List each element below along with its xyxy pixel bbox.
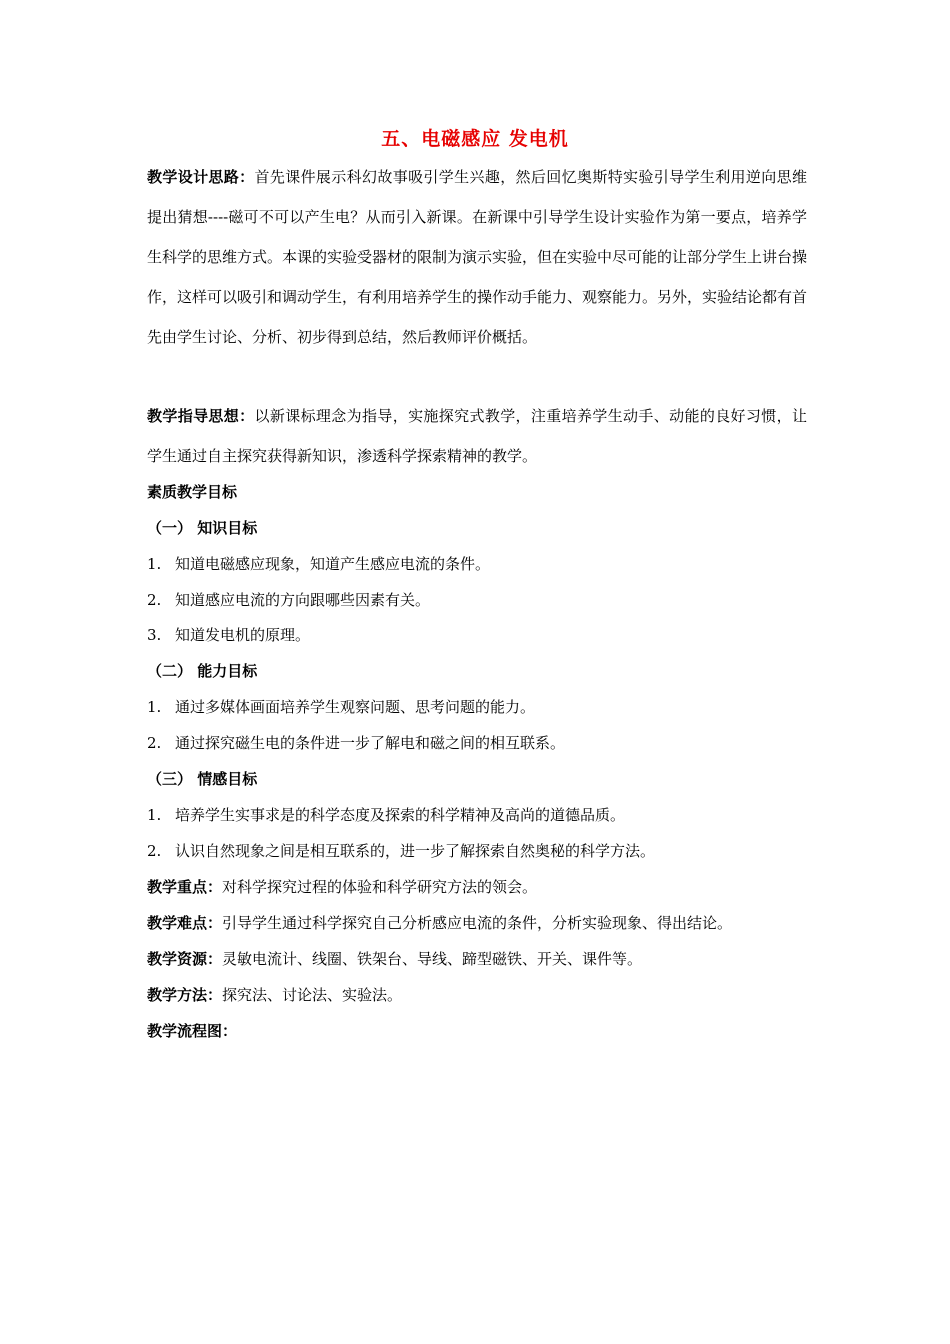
key-point-text: 对科学探究过程的体验和科学研究方法的领会。 xyxy=(222,878,538,896)
list-item-number: 3. xyxy=(147,626,162,644)
design-idea-paragraph xyxy=(147,157,807,357)
list-item xyxy=(147,840,817,862)
difficulty xyxy=(147,912,817,934)
flowchart-label: 教学流程图： xyxy=(147,1022,238,1040)
list-item-text: 通过探究磁生电的条件进一步了解电和磁之间的相互联系。 xyxy=(175,734,566,752)
list-item-text: 知道发电机的原理。 xyxy=(175,626,311,644)
list-item xyxy=(147,553,817,575)
methods-label: 教学方法： xyxy=(147,986,223,1004)
list-item-text: 知道感应电流的方向跟哪些因素有关。 xyxy=(175,591,431,609)
methods-text: 探究法、讨论法、实验法。 xyxy=(222,986,403,1004)
methods xyxy=(147,984,817,1006)
emotion-heading: （三） 情感目标 xyxy=(147,770,258,788)
difficulty-label: 教学难点： xyxy=(147,914,223,932)
list-item xyxy=(147,732,817,754)
knowledge-heading: （一） 知识目标 xyxy=(147,519,258,537)
key-point-label: 教学重点： xyxy=(147,878,223,896)
goals-heading: 素质教学目标 xyxy=(147,483,238,501)
list-item-number: 1. xyxy=(147,555,162,573)
list-item-number: 2. xyxy=(147,734,162,752)
list-item-number: 2. xyxy=(147,842,162,860)
list-item-text: 知道电磁感应现象，知道产生感应电流的条件。 xyxy=(175,555,491,573)
design-idea-text: 首先课件展示科幻故事吸引学生兴趣，然后回忆奥斯特实验引导学生利用逆向思维提出猜想----磁可不可以产生电？从而引入新课。在新课中引导学生设计实验作为第一要点，培养学生科学的思维方式。本课的实验受器材的限制为演示实验，但在实验中尽可能的让部分学生上讲台操作，这样可以吸引和调动学生，有利用培养学生的操作动手能力、观察能力。另外，实验结论都有首先由学生讨论、分析、初步得到总结，然后教师评价概括。 xyxy=(147,168,808,346)
list-item xyxy=(147,624,817,646)
guiding-thought-text: 以新课标理念为指导，实施探究式教学，注重培养学生动手、动能的良好习惯，让学生通过自主探究获得新知识，渗透科学探索精神的教学。 xyxy=(147,407,807,465)
design-idea-label: 教学设计思路： xyxy=(147,168,255,186)
list-item xyxy=(147,696,817,718)
list-item xyxy=(147,589,817,611)
key-point xyxy=(147,876,817,898)
list-item xyxy=(147,804,817,826)
list-item-text: 培养学生实事求是的科学态度及探索的科学精神及高尚的道德品质。 xyxy=(175,806,626,824)
list-item-number: 1. xyxy=(147,698,162,716)
list-item-number: 1. xyxy=(147,806,162,824)
guiding-thought-label: 教学指导思想： xyxy=(147,407,255,425)
list-item-text: 认识自然现象之间是相互联系的，进一步了解探索自然奥秘的科学方法。 xyxy=(175,842,656,860)
list-item-number: 2. xyxy=(147,591,162,609)
difficulty-text: 引导学生通过科学探究自己分析感应电流的条件，分析实验现象、得出结论。 xyxy=(222,914,733,932)
resources xyxy=(147,948,817,970)
list-item-text: 通过多媒体画面培养学生观察问题、思考问题的能力。 xyxy=(175,698,536,716)
ability-heading: （二） 能力目标 xyxy=(147,662,258,680)
guiding-thought-paragraph xyxy=(147,396,807,476)
resources-label: 教学资源： xyxy=(147,950,223,968)
resources-text: 灵敏电流计、线圈、铁架台、导线、蹄型磁铁、开关、课件等。 xyxy=(222,950,643,968)
document-title: 五、电磁感应 发电机 xyxy=(381,128,569,150)
